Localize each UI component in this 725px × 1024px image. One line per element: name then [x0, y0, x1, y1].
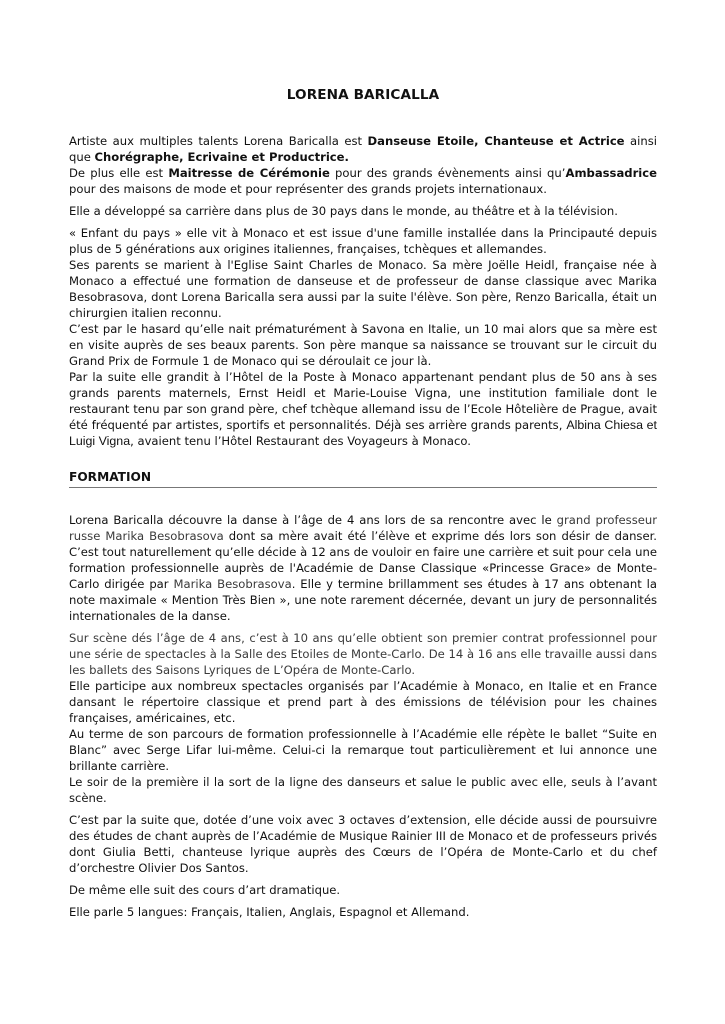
- intro-paragraph-naissance: C’est par le hasard qu’elle nait prématurément à Savona en Italie, un 10 mai alors que sa mère est en visite auprès de ses beaux parents. Son père manque sa naissance se trouvant sur le circuit du Grand Prix de Formule 1 de Monaco qui se déroulait ce jour là.: [69, 322, 657, 368]
- intro-paragraph-parents: Ses parents se marient à l'Eglise Saint Charles de Monaco. Sa mère Joëlle Heidl, française née à Monaco a effectué une formation de danseuse et de professeur de danse classique avec Marika Besobrasova, dont Lorena Baricalla sera aussi par la suite l'élève. Son père, Renzo Baricalla, était un chirurgien italien reconnu.: [69, 258, 657, 320]
- intro-paragraph-talents: [69, 133, 657, 165]
- text-run: Albina Chiesa et Luigi Vigna: [69, 418, 658, 448]
- page-title: LORENA BARICALLA: [286, 87, 440, 103]
- formation-paragraph-danse: [69, 512, 657, 624]
- bold-run: Chorégraphe, Ecrivaine et Productrice.: [94, 150, 349, 164]
- intro-paragraph-hotel: [69, 369, 657, 449]
- text-run: Lorena Baricalla découvre la danse à l’âge de 4 ans lors de sa rencontre avec le: [69, 513, 557, 527]
- formation-paragraph-chant: C’est par la suite que, dotée d’une voix avec 3 octaves d’extension, elle décide aussi de poursuivre des études de chant auprès de l’Académie de Musique Rainier III de Monaco et de professeurs privés dont Giulia Betti, chanteuse lyrique auprès des Cœurs de l’Opéra de Monte-Carlo et du chef d’orchestre Olivier Dos Santos.: [69, 813, 657, 875]
- text-run: ainsi que: [69, 134, 657, 164]
- text-run: Marika Besobrasova: [173, 577, 292, 591]
- formation-paragraph-spectacles: Elle participe aux nombreux spectacles organisés par l’Académie à Monaco, en Italie et en France dansant le répertoire classique et prend part à des émissions de télévision pour les chaines françaises, américaines, etc.: [69, 679, 657, 725]
- formation-paragraph-langues: Elle parle 5 langues: Français, Italien, Anglais, Espagnol et Allemand.: [69, 905, 470, 919]
- bold-run: Maitresse de Cérémonie: [168, 166, 330, 180]
- text-run: pour des grands évènements ainsi qu’: [329, 166, 566, 180]
- formation-paragraph-premiere: Le soir de la première il la sort de la ligne des danseurs et salue le public avec elle, seuls à l’avant scène.: [69, 775, 657, 805]
- intro-paragraph-career: Elle a développé sa carrière dans plus de 30 pays dans le monde, au théâtre et à la télévision.: [69, 204, 618, 218]
- text-run: De plus elle est: [69, 166, 169, 180]
- intro-paragraph-ceremonie: [69, 165, 657, 197]
- text-run: Par la suite elle grandit à l’Hôtel de la Poste à Monaco appartenant pendant plus de 50 ans à ses grands parents maternels, Ernst Heidl et Marie-Louise Vigna, une institution familiale dont le restaurant tenu par son grand père, chef tchèque allemand issu de l’Ecole Hôtelière de Prague, avait été fréquenté par artistes, sportifs et personnalités. Déjà ses arrière grands parents,: [69, 370, 657, 432]
- text-run: , avaient tenu l’Hôtel Restaurant des Voyageurs à Monaco.: [130, 434, 471, 448]
- text-run: pour des maisons de mode et pour représenter des grands projets internationaux.: [69, 182, 547, 196]
- intro-paragraph-enfant-du-pays: « Enfant du pays » elle vit à Monaco et est issue d'une famille installée dans la Principauté depuis plus de 5 générations aux origines italiennes, françaises, tchèques et allemandes.: [69, 226, 657, 256]
- section-heading-formation: FORMATION: [69, 469, 657, 488]
- formation-paragraph-scene: Sur scène dés l’âge de 4 ans, c’est à 10 ans qu’elle obtient son premier contrat professionnel pour une série de spectacles à la Salle des Etoiles de Monte-Carlo. De 14 à 16 ans elle travaille aussi dans les ballets des Saisons Lyriques de L’Opéra de Monte-Carlo.: [69, 631, 657, 677]
- bold-run: Ambassadrice: [565, 166, 657, 180]
- text-run: dont sa mère avait été l’élève et exprime dés lors son désir de danser. C’est tout naturellement qu’elle décide à 12 ans de vouloir en faire une carrière et suit pour cela une formation professionnelle auprès de l'Académie de Danse Classique «Princesse Grace» de Monte-Carlo dirigée par: [69, 529, 657, 591]
- text-run: Artiste aux multiples talents Lorena Baricalla est: [69, 134, 368, 148]
- text-run: . Elle y termine brillamment ses études à 17 ans obtenant la note maximale « Mention Très Bien », une note rarement décernée, devant un jury de personnalités internationales de la danse.: [69, 577, 658, 623]
- document-page: [69, 80, 657, 920]
- formation-paragraph-lifar: Au terme de son parcours de formation professionnelle à l’Académie elle répète le ballet “Suite en Blanc” avec Serge Lifar lui-même. Celui-ci la remarque tout particulièrement et lui annonce une brillante carrière.: [69, 727, 657, 773]
- bold-run: Danseuse Etoile, Chanteuse et Actrice: [367, 134, 625, 148]
- formation-paragraph-art-dramatique: De même elle suit des cours d’art dramatique.: [69, 883, 341, 897]
- text-run: grand professeur russe Marika Besobrasova: [69, 513, 657, 543]
